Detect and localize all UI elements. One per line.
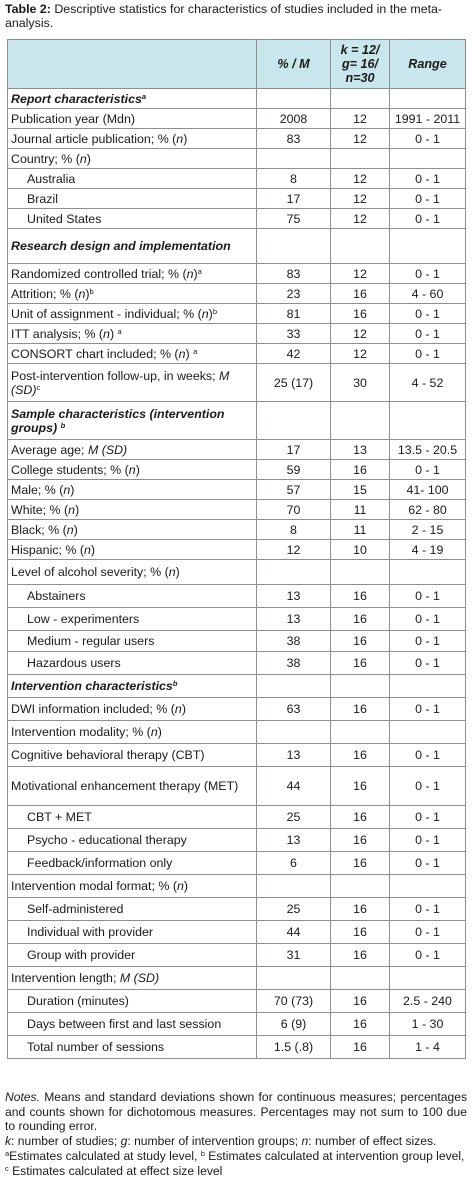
cell-percent-mean: [257, 967, 331, 990]
table-row: [8, 744, 466, 767]
row-label-cell: [8, 460, 257, 480]
statistics-table: [7, 39, 466, 1059]
row-label-cell: [8, 631, 257, 652]
cell-range: 1 - 4: [390, 1036, 466, 1059]
cell-k: 30: [331, 364, 390, 402]
cell-range: 4 - 52: [390, 364, 466, 402]
row-label-cell: [8, 698, 257, 721]
cell-range: 0 - 1: [390, 608, 466, 631]
cell-percent-mean: 17: [257, 189, 331, 209]
row-label: Intervention modal format; % (n): [11, 879, 189, 893]
cell-percent-mean: 13: [257, 744, 331, 767]
abbrev-k: k: [5, 1134, 12, 1149]
cell-k: 10: [331, 540, 390, 560]
cell-percent-mean: 44: [257, 921, 331, 944]
cell-percent-mean: 12: [257, 540, 331, 560]
cell-percent-mean: 25: [257, 898, 331, 921]
row-label: CBT + MET: [27, 810, 92, 824]
row-label-cell: [8, 721, 257, 744]
row-label: Cognitive behavioral therapy (CBT): [11, 748, 205, 762]
row-label-cell: [8, 500, 257, 520]
row-footnote-marker: b: [60, 420, 66, 430]
section-empty-m: [257, 89, 331, 109]
row-label-cell: [8, 560, 257, 585]
section-empty-m: [257, 229, 331, 264]
table-row: [8, 608, 466, 631]
cell-k: 16: [331, 284, 390, 304]
cell-k: 12: [331, 109, 390, 129]
cell-k: 16: [331, 1036, 390, 1059]
row-label-cell: [8, 284, 257, 304]
cell-range: 0 - 1: [390, 829, 466, 852]
row-label-cell: [8, 608, 257, 631]
cell-percent-mean: 13: [257, 585, 331, 608]
legend-sup-c: c: [5, 1163, 9, 1173]
row-label-cell: [8, 402, 257, 440]
cell-k: 16: [331, 608, 390, 631]
table-row: [8, 631, 466, 652]
cell-k: 16: [331, 898, 390, 921]
section-empty-m: [257, 675, 331, 698]
cell-k: 12: [331, 169, 390, 189]
cell-percent-mean: 63: [257, 698, 331, 721]
cell-percent-mean: 8: [257, 169, 331, 189]
cell-range: 0 - 1: [390, 898, 466, 921]
table-row: [8, 875, 466, 898]
row-footnote-marker: a: [141, 91, 147, 101]
row-label-cell: [8, 829, 257, 852]
cell-percent-mean: [257, 149, 331, 169]
cell-k: 11: [331, 520, 390, 540]
cell-percent-mean: 81: [257, 304, 331, 324]
cell-range: 0 - 1: [390, 744, 466, 767]
abbrev-g-text: : number of intervention groups;: [127, 1134, 302, 1149]
row-label-cell: [8, 921, 257, 944]
cell-range: [390, 721, 466, 744]
caption-text: Descriptive statistics for characteristics of studies included in the meta-analysis.: [5, 2, 443, 30]
row-label: Country; % (n): [11, 151, 91, 166]
cell-k: 16: [331, 698, 390, 721]
table-row: [8, 921, 466, 944]
cell-k: 16: [331, 744, 390, 767]
row-label: White; % (n): [11, 502, 80, 517]
row-label: Post-intervention follow-up, in weeks; M (SD): [11, 368, 230, 397]
cell-k: 16: [331, 767, 390, 806]
cell-percent-mean: 57: [257, 480, 331, 500]
row-label-cell: [8, 480, 257, 500]
cell-range: 0 - 1: [390, 169, 466, 189]
table-row: [8, 460, 466, 480]
cell-percent-mean: [257, 875, 331, 898]
row-label: United States: [27, 211, 102, 226]
cell-range: 41- 100: [390, 480, 466, 500]
cell-percent-mean: 13: [257, 829, 331, 852]
row-label-cell: [8, 109, 257, 129]
section-row: [8, 229, 466, 264]
table-row: [8, 149, 466, 169]
cell-percent-mean: 83: [257, 129, 331, 149]
section-row: [8, 675, 466, 698]
cell-range: 1991 - 2011: [390, 109, 466, 129]
section-empty-k: [331, 89, 390, 109]
notes-text: Means and standard deviations shown for continuous measures; percentages and counts shown for dichotomous measures. Percentages may not sum to 100 due to rounding error.: [5, 1090, 467, 1134]
cell-range: 0 - 1: [390, 698, 466, 721]
header-label-cell: [8, 40, 257, 89]
notes-lead: Notes.: [5, 1090, 40, 1104]
abbrev-n-text: : number of effect sizes.: [308, 1134, 437, 1149]
table-row: [8, 364, 466, 402]
cell-percent-mean: 6 (9): [257, 1013, 331, 1036]
abbrev-n: n: [301, 1134, 309, 1149]
row-label: Duration (minutes): [27, 994, 129, 1008]
cell-range: [390, 560, 466, 585]
cell-range: 0 - 1: [390, 189, 466, 209]
table-caption: [5, 2, 467, 30]
superscript-legend: [5, 1149, 467, 1178]
row-label-cell: [8, 324, 257, 344]
row-label-cell: [8, 967, 257, 990]
row-label-cell: [8, 344, 257, 364]
cell-percent-mean: 6: [257, 852, 331, 875]
row-label: Intervention modality; % (n): [11, 725, 162, 739]
row-label-cell: [8, 520, 257, 540]
cell-percent-mean: 70: [257, 500, 331, 520]
cell-k: 15: [331, 480, 390, 500]
table-row: [8, 829, 466, 852]
cell-k: 12: [331, 344, 390, 364]
cell-range: 0 - 1: [390, 460, 466, 480]
row-label-cell: [8, 1036, 257, 1059]
row-label: Black; % (n): [11, 522, 78, 537]
table-row: [8, 721, 466, 744]
row-label: Randomized controlled trial; % (n): [11, 266, 198, 281]
table-row: [8, 560, 466, 585]
table-row: [8, 1013, 466, 1036]
row-label: Group with provider: [27, 948, 136, 962]
cell-percent-mean: 2008: [257, 109, 331, 129]
cell-percent-mean: 70 (73): [257, 990, 331, 1013]
cell-percent-mean: 25: [257, 806, 331, 829]
row-label: Feedback/information only: [27, 856, 173, 870]
cell-range: 0 - 1: [390, 344, 466, 364]
row-footnote-marker: a: [193, 346, 198, 356]
row-label: Publication year (Mdn): [11, 111, 135, 126]
cell-percent-mean: 83: [257, 264, 331, 284]
row-label-cell: [8, 169, 257, 189]
table-row: [8, 898, 466, 921]
row-label-cell: [8, 675, 257, 698]
cell-percent-mean: 23: [257, 284, 331, 304]
cell-percent-mean: 8: [257, 520, 331, 540]
row-label-cell: [8, 585, 257, 608]
row-label: CONSORT chart included; % (n): [11, 346, 194, 361]
legend-note-a: Estimates calculated at study level,: [9, 1148, 201, 1163]
cell-k: [331, 149, 390, 169]
row-label-cell: [8, 364, 257, 402]
row-label: Attrition; % (n): [11, 286, 90, 301]
cell-percent-mean: 59: [257, 460, 331, 480]
row-label: Level of alcohol severity; % (n): [11, 565, 180, 579]
abbrev-g: g: [120, 1134, 128, 1149]
row-label: Hispanic; % (n): [11, 542, 96, 557]
cell-k: 16: [331, 652, 390, 675]
row-label: Low - experimenters: [27, 612, 140, 626]
cell-k: 16: [331, 304, 390, 324]
cell-k: [331, 967, 390, 990]
section-empty-range: [390, 89, 466, 109]
row-label-cell: [8, 89, 257, 109]
table-row: [8, 304, 466, 324]
cell-range: 2 - 15: [390, 520, 466, 540]
table-row: [8, 1036, 466, 1059]
legend-sup-a: a: [5, 1148, 10, 1158]
row-label-cell: [8, 1013, 257, 1036]
cell-k: 16: [331, 944, 390, 967]
row-label: Journal article publication; % (n): [11, 131, 188, 146]
row-footnote-marker: b: [172, 679, 178, 688]
row-label: Intervention length; M (SD): [11, 971, 160, 985]
cell-range: 0 - 1: [390, 921, 466, 944]
row-label: Sample characteristics (intervention groups): [11, 406, 225, 435]
legend-note-c: Estimates calculated at effect size level: [8, 1163, 223, 1178]
cell-range: 0 - 1: [390, 767, 466, 806]
section-empty-k: [331, 675, 390, 698]
table-row: [8, 209, 466, 229]
cell-percent-mean: 1.5 (.8): [257, 1036, 331, 1059]
table-row: [8, 767, 466, 806]
row-label: Self-administered: [27, 902, 124, 916]
section-empty-range: [390, 229, 466, 264]
cell-percent-mean: 38: [257, 652, 331, 675]
caption-label: Table 2:: [5, 2, 51, 16]
section-empty-range: [390, 675, 466, 698]
row-label-cell: [8, 875, 257, 898]
row-label-cell: [8, 129, 257, 149]
cell-k: 13: [331, 440, 390, 460]
cell-percent-mean: 33: [257, 324, 331, 344]
cell-percent-mean: 38: [257, 631, 331, 652]
table-row: [8, 990, 466, 1013]
cell-range: 0 - 1: [390, 806, 466, 829]
cell-range: 1 - 30: [390, 1013, 466, 1036]
table-row: [8, 480, 466, 500]
header-range: Range: [390, 40, 466, 89]
table-notes: [5, 1090, 467, 1178]
row-label: Average age; M (SD): [11, 442, 128, 457]
table-row: [8, 852, 466, 875]
cell-k: [331, 560, 390, 585]
row-label: College students; % (n): [11, 462, 140, 477]
abbreviations-note: [5, 1134, 467, 1149]
cell-percent-mean: 25 (17): [257, 364, 331, 402]
cell-k: 12: [331, 324, 390, 344]
row-label: Male; % (n): [11, 482, 75, 497]
row-label-cell: [8, 898, 257, 921]
row-label-cell: [8, 806, 257, 829]
table-row: [8, 585, 466, 608]
notes-paragraph: [5, 1090, 467, 1134]
cell-range: 0 - 1: [390, 852, 466, 875]
cell-percent-mean: 17: [257, 440, 331, 460]
cell-k: 16: [331, 852, 390, 875]
row-label: ITT analysis; % (n): [11, 326, 118, 341]
cell-range: 0 - 1: [390, 631, 466, 652]
cell-percent-mean: 42: [257, 344, 331, 364]
table-body: [8, 89, 466, 1059]
table-row: [8, 324, 466, 344]
cell-percent-mean: [257, 721, 331, 744]
cell-range: 0 - 1: [390, 304, 466, 324]
cell-k: 16: [331, 1013, 390, 1036]
cell-range: [390, 149, 466, 169]
table-row: [8, 189, 466, 209]
row-label: Total number of sessions: [27, 1040, 165, 1054]
legend-note-b: Estimates calculated at intervention group level,: [204, 1148, 465, 1163]
cell-range: 0 - 1: [390, 129, 466, 149]
row-label-cell: [8, 767, 257, 806]
abbrev-k-text: : number of studies;: [11, 1134, 121, 1149]
cell-range: 0 - 1: [390, 324, 466, 344]
cell-k: 16: [331, 829, 390, 852]
row-label-cell: [8, 149, 257, 169]
row-label: Individual with provider: [27, 925, 154, 939]
cell-range: [390, 967, 466, 990]
cell-range: 4 - 60: [390, 284, 466, 304]
row-label: Intervention characteristics: [11, 679, 173, 693]
row-footnote-marker: a: [197, 266, 202, 276]
row-label-cell: [8, 744, 257, 767]
row-footnote-marker: c: [36, 382, 41, 392]
row-label: DWI information included; % (n): [11, 702, 186, 716]
cell-k: 11: [331, 500, 390, 520]
cell-range: 0 - 1: [390, 585, 466, 608]
table-row: [8, 440, 466, 460]
table-row: [8, 520, 466, 540]
row-footnote-marker: b: [212, 306, 217, 316]
cell-k: [331, 875, 390, 898]
cell-range: 0 - 1: [390, 264, 466, 284]
section-empty-range: [390, 402, 466, 440]
table-row: [8, 284, 466, 304]
table-row: [8, 540, 466, 560]
row-footnote-marker: a: [117, 326, 122, 336]
cell-percent-mean: 31: [257, 944, 331, 967]
table-row: [8, 264, 466, 284]
cell-range: [390, 875, 466, 898]
row-label-cell: [8, 852, 257, 875]
cell-k: 12: [331, 129, 390, 149]
table-row: [8, 129, 466, 149]
row-label: Medium - regular users: [27, 634, 155, 648]
table-row: [8, 944, 466, 967]
header-k-g-n: k = 12/ g= 16/ n=30: [331, 40, 390, 89]
table-row: [8, 109, 466, 129]
cell-k: 16: [331, 631, 390, 652]
row-label-cell: [8, 189, 257, 209]
table-row: [8, 344, 466, 364]
table-row: [8, 698, 466, 721]
section-empty-m: [257, 402, 331, 440]
cell-range: 0 - 1: [390, 209, 466, 229]
row-label: Research design and implementation: [11, 239, 231, 253]
cell-k: 16: [331, 990, 390, 1013]
cell-k: 12: [331, 264, 390, 284]
legend-sup-b: b: [200, 1148, 205, 1158]
table-row: [8, 806, 466, 829]
row-footnote-marker: b: [89, 286, 94, 296]
cell-range: 13.5 - 20.5: [390, 440, 466, 460]
row-label: Unit of assignment - individual; % (n): [11, 306, 213, 321]
row-label: Abstainers: [27, 589, 86, 603]
row-label-cell: [8, 209, 257, 229]
row-label-cell: [8, 652, 257, 675]
row-label: Report characteristics: [11, 91, 142, 106]
cell-k: 16: [331, 921, 390, 944]
cell-percent-mean: 13: [257, 608, 331, 631]
section-row: [8, 402, 466, 440]
row-label: Days between first and last session: [27, 1017, 222, 1031]
table-header: [8, 40, 466, 89]
row-label: Motivational enhancement therapy (MET): [11, 779, 239, 793]
table-row: [8, 652, 466, 675]
cell-percent-mean: [257, 560, 331, 585]
cell-range: 4 - 19: [390, 540, 466, 560]
cell-k: 16: [331, 585, 390, 608]
cell-range: 0 - 1: [390, 944, 466, 967]
table-row: [8, 500, 466, 520]
header-percent-mean: % / M: [257, 40, 331, 89]
section-empty-k: [331, 229, 390, 264]
cell-k: 12: [331, 209, 390, 229]
cell-percent-mean: 44: [257, 767, 331, 806]
row-label-cell: [8, 264, 257, 284]
cell-range: 62 - 80: [390, 500, 466, 520]
table-row: [8, 967, 466, 990]
cell-k: [331, 721, 390, 744]
row-label-cell: [8, 440, 257, 460]
row-label: Brazil: [27, 191, 58, 206]
cell-range: 0 - 1: [390, 652, 466, 675]
row-label: Psycho - educational therapy: [27, 833, 187, 847]
row-label: Hazardous users: [27, 656, 121, 670]
cell-k: 16: [331, 460, 390, 480]
row-label-cell: [8, 540, 257, 560]
row-label: Australia: [27, 171, 76, 186]
row-label-cell: [8, 229, 257, 264]
cell-k: 12: [331, 189, 390, 209]
cell-percent-mean: 75: [257, 209, 331, 229]
section-row: [8, 89, 466, 109]
cell-range: 2.5 - 240: [390, 990, 466, 1013]
row-label-cell: [8, 944, 257, 967]
section-empty-k: [331, 402, 390, 440]
row-label-cell: [8, 304, 257, 324]
table-row: [8, 169, 466, 189]
row-label-cell: [8, 990, 257, 1013]
cell-k: 16: [331, 806, 390, 829]
